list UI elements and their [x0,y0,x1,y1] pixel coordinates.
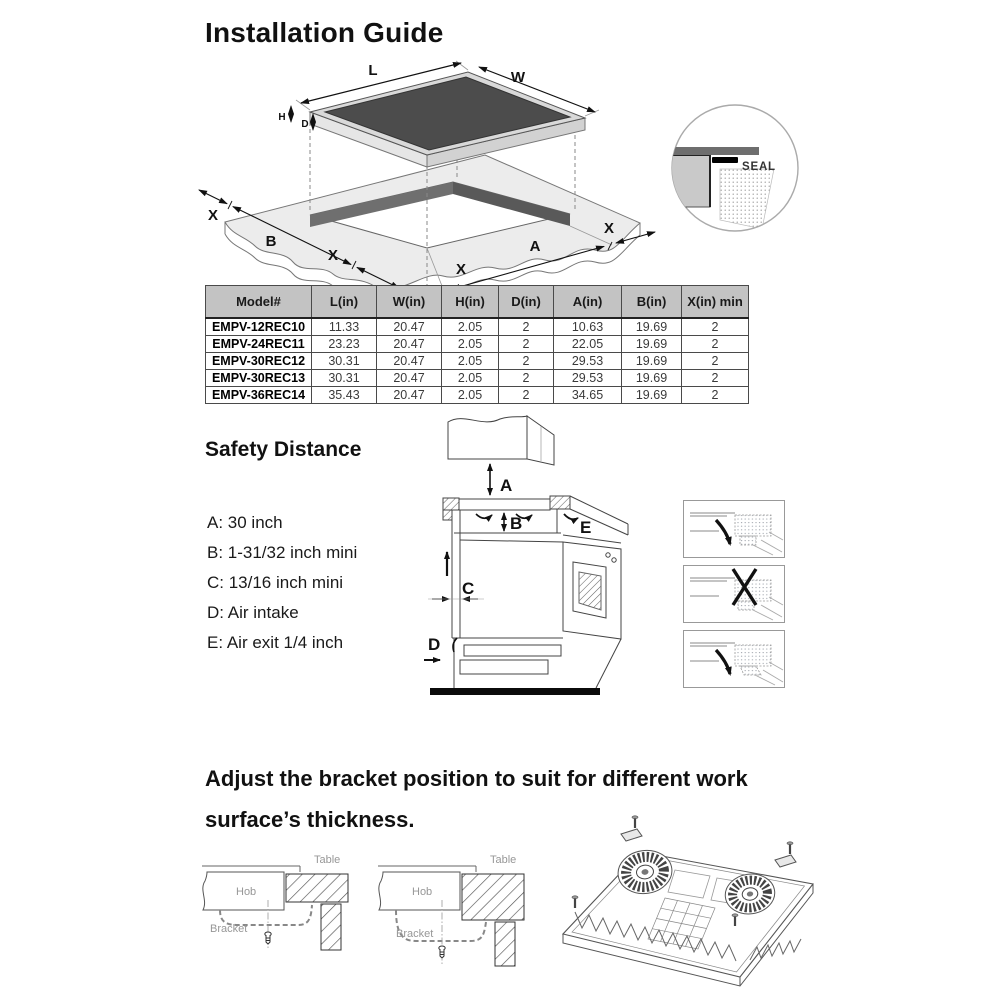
dim-label-L: L [368,62,378,79]
spec-header: L(in) [312,286,377,319]
table-leg [495,922,515,966]
oven-clearance-diagram [424,402,664,702]
value-cell: 20.47 [377,353,442,370]
cooktop-cross-section [459,499,550,510]
value-cell: 19.69 [622,353,682,370]
spec-header: X(in) min [682,286,749,319]
spec-header: Model# [206,286,312,319]
bracket-label: Bracket [210,923,248,935]
bracket-diagram-thick-table [362,850,532,975]
value-cell: 20.47 [377,387,442,404]
table-cross-section [462,874,524,920]
value-cell: 20.47 [377,370,442,387]
safety-item-e: E: Air exit 1/4 inch [207,633,344,652]
value-cell: 2 [682,353,749,370]
value-cell: 29.53 [554,353,622,370]
value-cell: 2 [682,387,749,404]
value-cell: 2 [499,353,554,370]
value-cell: 19.69 [622,387,682,404]
value-cell: 23.23 [312,336,377,353]
range-hood [448,416,554,465]
value-cell: 10.63 [554,318,622,336]
value-cell: 22.05 [554,336,622,353]
spec-header: W(in) [377,286,442,319]
hob-label: Hob [236,886,257,898]
oven-label-A: A [500,476,513,495]
model-cell: EMPV-30REC13 [206,370,312,387]
table-leg [321,904,341,950]
value-cell: 11.33 [312,318,377,336]
value-cell: 2 [499,370,554,387]
spec-header: B(in) [622,286,682,319]
value-cell: 34.65 [554,387,622,404]
floor-line [430,688,600,695]
mount-bracket-2 [775,855,796,867]
seal-detail-diagram [660,97,810,243]
bracket-label: Bracket [396,928,434,940]
seal-label: SEAL [742,161,776,173]
value-cell: 30.31 [312,370,377,387]
oven-label-E: E [580,518,592,537]
dim-label-B: B [265,233,277,250]
dim-label-A: A [529,238,541,255]
value-cell: 19.69 [622,370,682,387]
value-cell: 2 [682,336,749,353]
table-row [206,318,749,336]
spec-header: A(in) [554,286,622,319]
table-row [206,387,749,404]
spec-table [205,285,749,404]
page-title: Installation Guide [205,17,444,48]
safety-list [207,508,417,658]
table-row [206,370,749,387]
safety-item-a: A: 30 inch [207,513,283,532]
value-cell: 2 [682,370,749,387]
screw-icon [265,932,271,944]
table-cross-section [286,874,348,902]
table-label: Table [314,854,341,866]
value-cell: 20.47 [377,318,442,336]
oven-body [563,496,628,639]
cutout-dimension-diagram [185,60,665,288]
dim-label-W: W [510,69,526,86]
model-cell: EMPV-36REC14 [206,387,312,404]
value-cell: 20.47 [377,336,442,353]
cooktop-underside-diagram [545,812,865,997]
model-cell: EMPV-12REC10 [206,318,312,336]
safety-item-b: B: 1-31/32 inch mini [207,543,358,562]
model-cell: EMPV-30REC12 [206,353,312,370]
oven-label-B: B [510,514,523,533]
dim-label-X3: X [455,261,467,278]
table-label: Table [490,854,517,866]
install-wrong-diagram [684,566,785,623]
value-cell: 30.31 [312,353,377,370]
value-cell: 2.05 [442,353,499,370]
safety-item-c: C: 13/16 inch mini [207,573,344,592]
value-cell: 2.05 [442,370,499,387]
oven-label-D: D [428,635,441,654]
safety-item-d: D: Air intake [207,603,299,622]
install-check-diagrams [683,500,785,688]
dim-label-X1: X [207,207,219,224]
spec-header: D(in) [499,286,554,319]
seal-glass-bar [667,147,759,155]
table-row [206,353,749,370]
mount-bracket-1 [621,829,642,841]
dim-label-D: D [301,119,309,130]
seal-gasket [712,157,738,163]
value-cell: 2 [499,318,554,336]
value-cell: 29.53 [554,370,622,387]
value-cell: 2.05 [442,387,499,404]
dim-label-X2: X [327,247,339,264]
dim-label-X4: X [603,220,615,237]
spec-header: H(in) [442,286,499,319]
spec-header-row [206,286,749,319]
value-cell: 2 [499,336,554,353]
hob-label: Hob [412,886,433,898]
table-row [206,336,749,353]
dim-label-H: H [278,112,286,123]
install-ok-diagram-1 [684,501,785,558]
bracket-diagram-thin-table [186,850,356,975]
value-cell: 2.05 [442,336,499,353]
value-cell: 19.69 [622,318,682,336]
seal-counter-block [663,155,710,207]
model-cell: EMPV-24REC11 [206,336,312,353]
value-cell: 2 [682,318,749,336]
bracket-heading-line2: surface’s thickness. [205,807,415,832]
screw-icon [439,946,445,958]
install-ok-diagram-2 [684,631,785,688]
oven-label-C: C [462,579,475,598]
value-cell: 19.69 [622,336,682,353]
safety-heading: Safety Distance [205,438,362,461]
value-cell: 2.05 [442,318,499,336]
value-cell: 2 [499,387,554,404]
bracket-heading-line1: Adjust the bracket position to suit for different work [205,766,748,791]
value-cell: 35.43 [312,387,377,404]
